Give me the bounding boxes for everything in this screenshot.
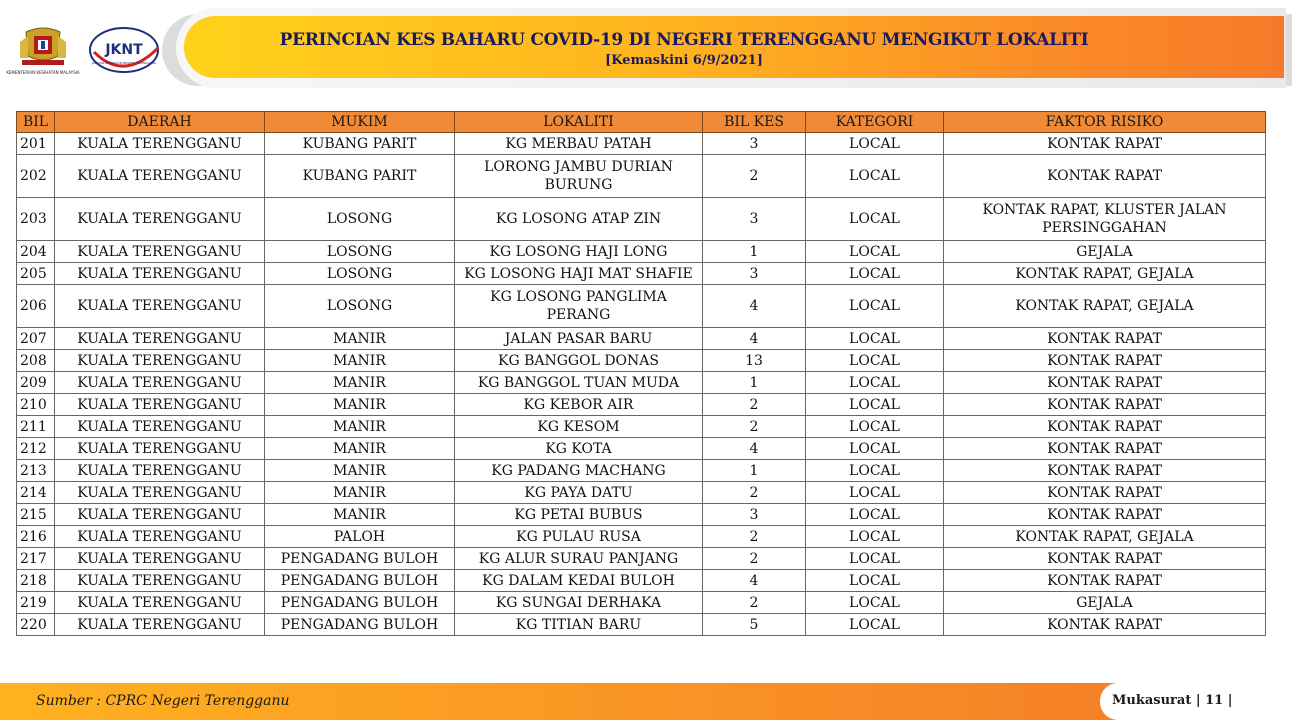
cell-daerah: KUALA TERENGGANU	[55, 285, 265, 328]
kkm-crest-logo	[6, 22, 80, 92]
cell-kategori: LOCAL	[806, 526, 944, 548]
cell-mukim: MANIR	[265, 504, 455, 526]
cell-bil: 211	[17, 416, 55, 438]
cell-mukim: MANIR	[265, 372, 455, 394]
cell-daerah: KUALA TERENGGANU	[55, 372, 265, 394]
cell-faktor-risiko: KONTAK RAPAT	[944, 372, 1266, 394]
cell-faktor-risiko: KONTAK RAPAT	[944, 133, 1266, 155]
cell-faktor-risiko: KONTAK RAPAT, GEJALA	[944, 285, 1266, 328]
cell-kategori: LOCAL	[806, 548, 944, 570]
cell-bil: 218	[17, 570, 55, 592]
cell-bil-kes: 2	[703, 416, 806, 438]
jknt-caption: JABATAN KESIHATAN NEGERI TERENGGANU	[91, 61, 157, 65]
cell-mukim: LOSONG	[265, 285, 455, 328]
col-header-daerah: DAERAH	[55, 112, 265, 133]
cell-bil-kes: 4	[703, 570, 806, 592]
cell-lokaliti: KG SUNGAI DERHAKA	[455, 592, 703, 614]
cell-lokaliti: KG PULAU RUSA	[455, 526, 703, 548]
col-header-bil-kes: BIL KES	[703, 112, 806, 133]
cell-lokaliti: KG TITIAN BARU	[455, 614, 703, 636]
cell-lokaliti: KG MERBAU PATAH	[455, 133, 703, 155]
cell-bil-kes: 4	[703, 438, 806, 460]
table-row	[17, 592, 1266, 614]
cell-mukim: LOSONG	[265, 263, 455, 285]
cell-bil-kes: 3	[703, 504, 806, 526]
table-row	[17, 416, 1266, 438]
cell-bil: 213	[17, 460, 55, 482]
cell-kategori: LOCAL	[806, 241, 944, 263]
cell-bil-kes: 2	[703, 394, 806, 416]
cell-faktor-risiko: GEJALA	[944, 241, 1266, 263]
cell-mukim: LOSONG	[265, 198, 455, 241]
cell-faktor-risiko: KONTAK RAPAT, KLUSTER JALAN PERSINGGAHAN	[944, 198, 1266, 241]
cell-mukim: MANIR	[265, 350, 455, 372]
cell-daerah: KUALA TERENGGANU	[55, 592, 265, 614]
table-row	[17, 482, 1266, 504]
cell-mukim: PENGADANG BULOH	[265, 548, 455, 570]
cell-kategori: LOCAL	[806, 592, 944, 614]
cell-bil: 201	[17, 133, 55, 155]
cell-faktor-risiko: KONTAK RAPAT	[944, 504, 1266, 526]
cell-kategori: LOCAL	[806, 614, 944, 636]
cell-kategori: LOCAL	[806, 372, 944, 394]
cell-bil: 219	[17, 592, 55, 614]
cell-daerah: KUALA TERENGGANU	[55, 350, 265, 372]
table-row	[17, 241, 1266, 263]
table-row	[17, 350, 1266, 372]
table-row	[17, 438, 1266, 460]
cell-bil-kes: 1	[703, 460, 806, 482]
cell-daerah: KUALA TERENGGANU	[55, 438, 265, 460]
cell-daerah: KUALA TERENGGANU	[55, 133, 265, 155]
cell-kategori: LOCAL	[806, 416, 944, 438]
page-number: Mukasurat | 11 |	[1112, 693, 1233, 708]
cell-lokaliti: KG KOTA	[455, 438, 703, 460]
table-row	[17, 372, 1266, 394]
cell-lokaliti: KG PADANG MACHANG	[455, 460, 703, 482]
cell-faktor-risiko: KONTAK RAPAT	[944, 548, 1266, 570]
cell-bil-kes: 3	[703, 198, 806, 241]
cell-lokaliti: KG BANGGOL DONAS	[455, 350, 703, 372]
cell-mukim: MANIR	[265, 416, 455, 438]
cell-daerah: KUALA TERENGGANU	[55, 328, 265, 350]
cell-bil: 203	[17, 198, 55, 241]
table-row	[17, 504, 1266, 526]
cell-kategori: LOCAL	[806, 482, 944, 504]
cell-mukim: MANIR	[265, 460, 455, 482]
source-note: Sumber : CPRC Negeri Terengganu	[36, 693, 290, 709]
cell-mukim: LOSONG	[265, 241, 455, 263]
cell-bil-kes: 1	[703, 241, 806, 263]
cell-mukim: KUBANG PARIT	[265, 133, 455, 155]
cell-lokaliti: KG LOSONG PANGLIMA PERANG	[455, 285, 703, 328]
cell-bil: 210	[17, 394, 55, 416]
cell-lokaliti: KG LOSONG HAJI LONG	[455, 241, 703, 263]
table-row	[17, 614, 1266, 636]
table-row	[17, 548, 1266, 570]
cell-bil: 202	[17, 155, 55, 198]
cell-bil-kes: 2	[703, 548, 806, 570]
cell-lokaliti: KG PAYA DATU	[455, 482, 703, 504]
cell-daerah: KUALA TERENGGANU	[55, 460, 265, 482]
cell-mukim: PENGADANG BULOH	[265, 570, 455, 592]
table-row	[17, 526, 1266, 548]
logo-area	[6, 22, 180, 92]
cell-mukim: MANIR	[265, 482, 455, 504]
cell-faktor-risiko: KONTAK RAPAT, GEJALA	[944, 526, 1266, 548]
cell-faktor-risiko: KONTAK RAPAT	[944, 570, 1266, 592]
cell-lokaliti: KG KESOM	[455, 416, 703, 438]
cell-bil-kes: 5	[703, 614, 806, 636]
cell-bil-kes: 4	[703, 285, 806, 328]
page-title: PERINCIAN KES BAHARU COVID-19 DI NEGERI TERENGGANU MENGIKUT LOKALITI	[279, 30, 1089, 50]
cell-faktor-risiko: GEJALA	[944, 592, 1266, 614]
cell-lokaliti: JALAN PASAR BARU	[455, 328, 703, 350]
cell-bil-kes: 2	[703, 592, 806, 614]
cell-daerah: KUALA TERENGGANU	[55, 416, 265, 438]
cell-bil-kes: 4	[703, 328, 806, 350]
cell-kategori: LOCAL	[806, 504, 944, 526]
cell-daerah: KUALA TERENGGANU	[55, 548, 265, 570]
cell-kategori: LOCAL	[806, 285, 944, 328]
cell-mukim: MANIR	[265, 438, 455, 460]
cell-bil-kes: 2	[703, 526, 806, 548]
cell-bil: 220	[17, 614, 55, 636]
cell-bil-kes: 3	[703, 263, 806, 285]
cell-kategori: LOCAL	[806, 133, 944, 155]
cell-mukim: MANIR	[265, 394, 455, 416]
cell-bil: 209	[17, 372, 55, 394]
col-header-mukim: MUKIM	[265, 112, 455, 133]
cell-lokaliti: KG ALUR SURAU PANJANG	[455, 548, 703, 570]
cell-mukim: PALOH	[265, 526, 455, 548]
table-row	[17, 198, 1266, 241]
cases-table	[16, 111, 1266, 636]
cell-faktor-risiko: KONTAK RAPAT	[944, 482, 1266, 504]
cell-faktor-risiko: KONTAK RAPAT	[944, 460, 1266, 482]
cell-faktor-risiko: KONTAK RAPAT	[944, 416, 1266, 438]
cell-daerah: KUALA TERENGGANU	[55, 241, 265, 263]
table-row	[17, 133, 1266, 155]
cell-mukim: PENGADANG BULOH	[265, 592, 455, 614]
cell-bil-kes: 13	[703, 350, 806, 372]
jknt-logo	[84, 26, 168, 80]
cell-bil: 216	[17, 526, 55, 548]
cell-kategori: LOCAL	[806, 155, 944, 198]
cell-kategori: LOCAL	[806, 460, 944, 482]
table-row	[17, 285, 1266, 328]
cell-lokaliti: KG LOSONG HAJI MAT SHAFIE	[455, 263, 703, 285]
col-header-bil: BIL	[17, 112, 55, 133]
cell-daerah: KUALA TERENGGANU	[55, 482, 265, 504]
cell-lokaliti: KG KEBOR AIR	[455, 394, 703, 416]
cell-daerah: KUALA TERENGGANU	[55, 614, 265, 636]
cell-kategori: LOCAL	[806, 328, 944, 350]
kkm-caption: KEMENTERIAN KESIHATAN MALAYSIA	[6, 70, 80, 75]
cell-daerah: KUALA TERENGGANU	[55, 526, 265, 548]
cell-daerah: KUALA TERENGGANU	[55, 198, 265, 241]
cell-kategori: LOCAL	[806, 198, 944, 241]
cell-bil: 207	[17, 328, 55, 350]
cell-bil: 217	[17, 548, 55, 570]
col-header-kategori: KATEGORI	[806, 112, 944, 133]
cell-bil: 215	[17, 504, 55, 526]
cell-faktor-risiko: KONTAK RAPAT	[944, 394, 1266, 416]
cell-bil: 206	[17, 285, 55, 328]
cell-faktor-risiko: KONTAK RAPAT	[944, 155, 1266, 198]
table-row	[17, 155, 1266, 198]
cell-lokaliti: LORONG JAMBU DURIAN BURUNG	[455, 155, 703, 198]
cell-kategori: LOCAL	[806, 263, 944, 285]
cell-bil-kes: 2	[703, 482, 806, 504]
cell-daerah: KUALA TERENGGANU	[55, 504, 265, 526]
table-row	[17, 328, 1266, 350]
cell-lokaliti: KG DALAM KEDAI BULOH	[455, 570, 703, 592]
cell-bil: 208	[17, 350, 55, 372]
cell-faktor-risiko: KONTAK RAPAT	[944, 328, 1266, 350]
cell-faktor-risiko: KONTAK RAPAT	[944, 614, 1266, 636]
cell-daerah: KUALA TERENGGANU	[55, 570, 265, 592]
cell-bil: 214	[17, 482, 55, 504]
cell-daerah: KUALA TERENGGANU	[55, 155, 265, 198]
cell-kategori: LOCAL	[806, 570, 944, 592]
table-row	[17, 394, 1266, 416]
cell-faktor-risiko: KONTAK RAPAT	[944, 350, 1266, 372]
cell-kategori: LOCAL	[806, 350, 944, 372]
cell-bil-kes: 2	[703, 155, 806, 198]
cell-faktor-risiko: KONTAK RAPAT, GEJALA	[944, 263, 1266, 285]
cell-lokaliti: KG PETAI BUBUS	[455, 504, 703, 526]
col-header-faktor-risiko: FAKTOR RISIKO	[944, 112, 1266, 133]
table-row	[17, 460, 1266, 482]
cell-bil-kes: 3	[703, 133, 806, 155]
cell-bil: 205	[17, 263, 55, 285]
jknt-text: JKNT	[105, 42, 143, 58]
cell-kategori: LOCAL	[806, 394, 944, 416]
table-header-row	[17, 112, 1266, 133]
cell-mukim: MANIR	[265, 328, 455, 350]
cell-mukim: KUBANG PARIT	[265, 155, 455, 198]
cell-bil: 204	[17, 241, 55, 263]
cell-mukim: PENGADANG BULOH	[265, 614, 455, 636]
col-header-lokaliti: LOKALITI	[455, 112, 703, 133]
cell-faktor-risiko: KONTAK RAPAT	[944, 438, 1266, 460]
cell-kategori: LOCAL	[806, 438, 944, 460]
table-row	[17, 263, 1266, 285]
table-row	[17, 570, 1266, 592]
cell-daerah: KUALA TERENGGANU	[55, 263, 265, 285]
cell-lokaliti: KG BANGGOL TUAN MUDA	[455, 372, 703, 394]
cell-lokaliti: KG LOSONG ATAP ZIN	[455, 198, 703, 241]
cell-bil: 212	[17, 438, 55, 460]
update-date: [Kemaskini 6/9/2021]	[605, 53, 763, 68]
cell-daerah: KUALA TERENGGANU	[55, 394, 265, 416]
cell-bil-kes: 1	[703, 372, 806, 394]
